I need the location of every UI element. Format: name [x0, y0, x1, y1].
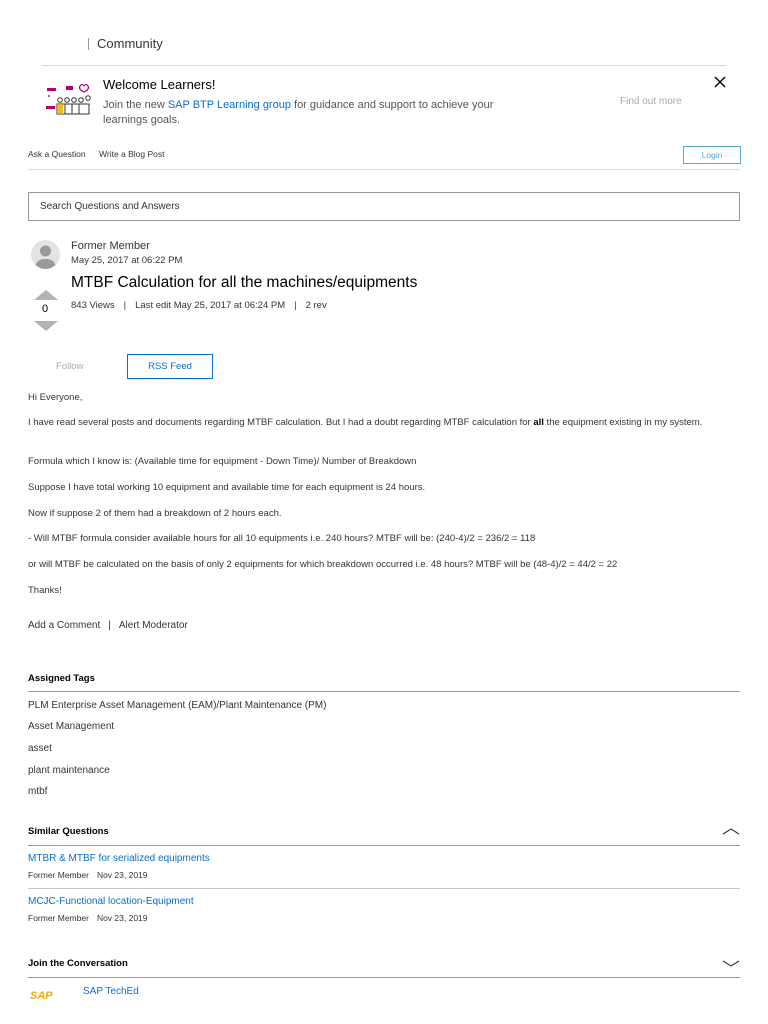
body-paragraph: Formula which I know is: (Available time for equipment - Down Time)/ Number of Breakdown: [28, 456, 417, 467]
chevron-down-icon[interactable]: [722, 958, 740, 968]
similar-question-meta: [28, 913, 148, 923]
teched-link[interactable]: SAP TechEd: [83, 986, 139, 997]
vote-count: 0: [41, 303, 49, 315]
similar-question-meta: [28, 870, 148, 880]
header-separator: [88, 38, 89, 50]
body-text: the equipment existing in my system.: [543, 417, 703, 428]
learners-illustration-icon: [44, 82, 94, 116]
actions-separator: |: [108, 620, 111, 631]
section-divider: [28, 691, 740, 692]
banner-text: [103, 98, 533, 128]
section-divider: [28, 977, 740, 978]
list-divider: [28, 888, 740, 889]
similar-question-link[interactable]: MTBR & MTBF for serialized equipments: [28, 853, 210, 864]
body-paragraph: [28, 416, 740, 429]
banner-title: Welcome Learners!: [103, 77, 216, 92]
tag-link[interactable]: asset: [28, 743, 52, 754]
find-out-more-link[interactable]: Find out more: [620, 96, 682, 107]
banner-text-before: Join the new: [103, 99, 168, 111]
user-avatar-icon: [31, 240, 60, 269]
tag-link[interactable]: PLM Enterprise Asset Management (EAM)/Plant Maintenance (PM): [28, 700, 327, 711]
vote-up-icon[interactable]: [34, 290, 58, 300]
tag-link[interactable]: plant maintenance: [28, 765, 110, 776]
add-comment-link[interactable]: Add a Comment: [28, 620, 101, 631]
write-blog-post-link[interactable]: Write a Blog Post: [99, 149, 165, 159]
community-label[interactable]: Community: [97, 36, 163, 51]
header-divider: [42, 65, 726, 66]
tag-link[interactable]: Asset Management: [28, 721, 115, 732]
search-input[interactable]: [29, 193, 739, 220]
search-box: [28, 192, 740, 221]
assigned-tags-title: Assigned Tags: [28, 673, 95, 684]
meta-separator: |: [294, 300, 297, 311]
similar-question-author: Former Member: [28, 913, 89, 923]
close-icon[interactable]: [712, 74, 728, 90]
question-title: MTBF Calculation for all the machines/equipments: [71, 274, 418, 291]
join-conversation-title: Join the Conversation: [28, 958, 128, 969]
follow-button[interactable]: Follow: [56, 361, 84, 372]
similar-question-link[interactable]: MCJC-Functional location-Equipment: [28, 896, 194, 907]
body-paragraph: Hi Everyone,: [28, 392, 83, 403]
question-actions: [28, 620, 188, 631]
meta-separator: |: [123, 300, 127, 311]
rss-feed-button[interactable]: RSS Feed: [127, 354, 213, 379]
banner-text-after: for guidance and support to achieve your learnings goals.: [103, 99, 494, 126]
learning-group-link[interactable]: SAP BTP Learning group: [167, 99, 291, 111]
sap-logo: SAP: [30, 990, 53, 1002]
body-paragraph: Thanks!: [28, 585, 62, 596]
section-divider: [28, 845, 740, 846]
body-bold-text: all: [533, 417, 544, 428]
avatar[interactable]: [31, 240, 60, 269]
similar-question-author: Former Member: [28, 870, 89, 880]
body-text: I have read several posts and documents regarding MTBF calculation. But I had a doubt regarding MTBF calculation for: [28, 417, 534, 428]
alert-moderator-link[interactable]: Alert Moderator: [118, 620, 188, 631]
tag-link[interactable]: mtbf: [28, 786, 48, 797]
ask-question-link[interactable]: Ask a Question: [28, 149, 86, 159]
similar-question-date: Nov 23, 2019: [96, 913, 148, 923]
actionbar-divider: [28, 169, 740, 170]
revisions-link[interactable]: 2 rev: [305, 300, 327, 311]
chevron-up-icon[interactable]: [722, 826, 740, 836]
last-edit: Last edit May 25, 2017 at 06:24 PM: [135, 300, 286, 311]
body-paragraph: or will MTBF be calculated on the basis of only 2 equipments for which breakdown occurred i.e. 48 hours? MTBF will be (48-4)/2 = 44/2 = 22: [28, 559, 618, 570]
body-paragraph: Suppose I have total working 10 equipment and available time for each equipment is 24 hours.: [28, 482, 426, 493]
vote-down-icon[interactable]: [34, 321, 58, 331]
author-name[interactable]: Former Member: [71, 240, 150, 252]
body-paragraph: Now if suppose 2 of them had a breakdown of 2 hours each.: [28, 508, 282, 519]
similar-questions-title: Similar Questions: [28, 826, 109, 837]
question-meta: [71, 300, 327, 311]
login-button[interactable]: Login: [683, 146, 741, 164]
body-paragraph: - Will MTBF formula consider available hours for all 10 equipments i.e. 240 hours? MTBF will be: (240-4)/2 = 236/2 = 118: [28, 533, 536, 544]
views-count: 843 Views: [71, 300, 115, 311]
similar-question-date: Nov 23, 2019: [96, 870, 148, 880]
post-date: May 25, 2017 at 06:22 PM: [71, 255, 183, 266]
